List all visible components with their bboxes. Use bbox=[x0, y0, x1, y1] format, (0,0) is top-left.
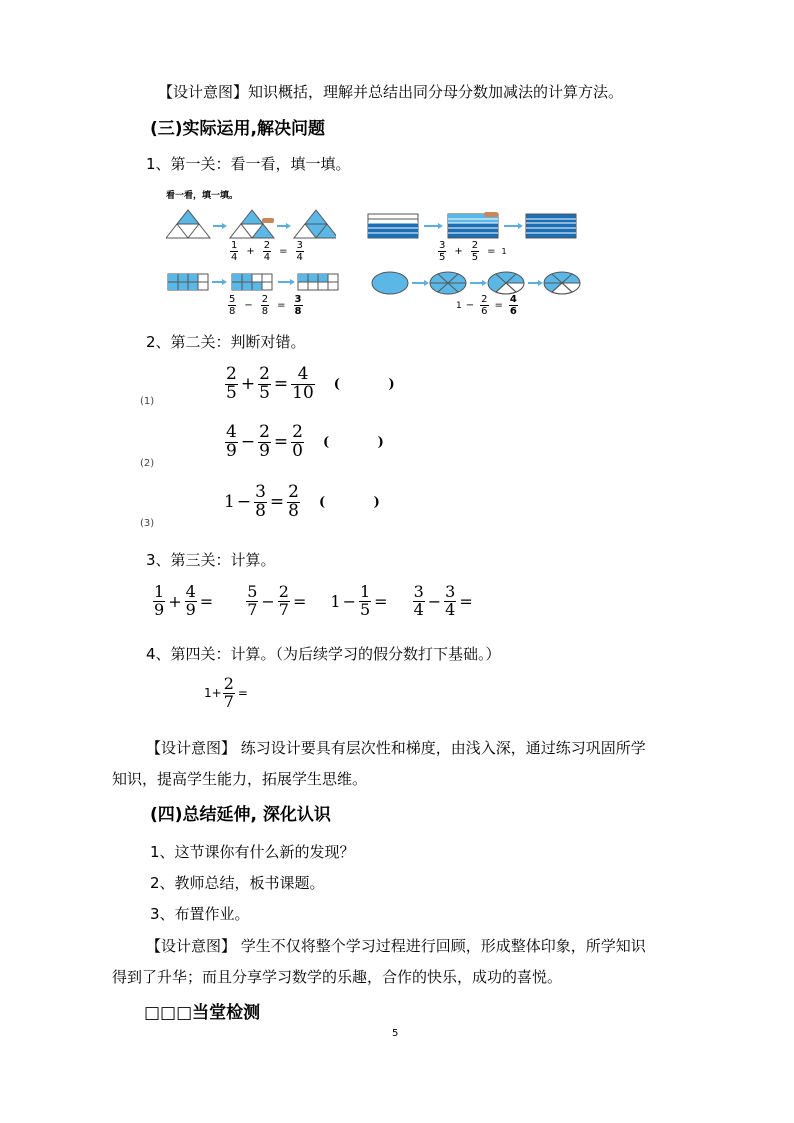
design-intent-2-line-2: 知识，提高学生能力，拓展学生思维。 bbox=[112, 770, 368, 788]
question-mark-2: (2) bbox=[140, 458, 155, 469]
hand-icon bbox=[262, 218, 274, 223]
calc-4-expression: 1+ $\frac{2}{7}$ = bbox=[204, 674, 248, 711]
judge-question-1: $\frac{2}{5}$ + $\frac{2}{5}$ = $\frac{4}{10}$ ( ) bbox=[226, 364, 417, 403]
answer-paren[interactable]: ( ) bbox=[333, 376, 417, 392]
figure-2-caption: 3 5 + $\frac{2}{5}$ = 1 bbox=[439, 240, 507, 263]
judge-question-2: $\frac{4}{9}$ − $\frac{2}{9}$ = $\frac{2}{0}$ ( ) bbox=[226, 422, 406, 461]
bar-pictures bbox=[366, 212, 578, 240]
hand-icon bbox=[484, 212, 498, 217]
bar-3 bbox=[526, 214, 576, 238]
section-4-item-1: 1、这节课你有什么新的发现？ bbox=[150, 843, 355, 861]
bar-2 bbox=[448, 212, 498, 238]
design-intent-1: 【设计意图】知识概括，理解并总结出同分母分数加减法的计算方法。 bbox=[158, 83, 624, 101]
question-mark-1: (1) bbox=[140, 396, 155, 407]
triangle-pictures bbox=[166, 204, 336, 240]
figure-1-caption: 1 4 + $\frac{2}{4}$ = $\frac{3}{4}$ bbox=[231, 240, 303, 263]
level-3-label: 3、第三关：计算。 bbox=[146, 551, 276, 569]
level-4-label: 4、第四关：计算。（为后续学习的假分数打下基础。） bbox=[146, 645, 501, 663]
page-number: 5 bbox=[392, 1028, 399, 1039]
grid-3 bbox=[298, 274, 338, 290]
answer-paren[interactable]: ( ) bbox=[322, 434, 406, 450]
judge-question-3: 1 − $\frac{3}{8}$ = $\frac{2}{8}$ ( ) bbox=[224, 482, 402, 521]
triangle-3 bbox=[294, 210, 336, 238]
figure-header: 看一看，填一填。 bbox=[166, 191, 239, 201]
calc-row: $\frac{1}{9}$ + $\frac{4}{9}$ = $\frac{5}{7}$ − $\frac{2}{7}$ = 1 − $\frac{1}{5}$ = $\frac{3}{4}$ − $\frac{3}{4}$ = bbox=[154, 582, 473, 619]
design-intent-2-line-1: 【设计意图】 练习设计要具有层次性和梯度，由浅入深，通过练习巩固所学 bbox=[146, 739, 646, 757]
section-4-heading: (四)总结延伸, 深化认识 bbox=[150, 805, 331, 825]
figure-3-caption: 5 8 − $\frac{2}{8}$ = $\frac{3}{8}$ bbox=[229, 294, 302, 317]
triangle-2 bbox=[230, 210, 274, 238]
section-5-heading: □□□当堂检测 bbox=[144, 1003, 261, 1023]
section-4-item-3: 3、布置作业。 bbox=[150, 905, 250, 923]
figure-4-caption: 1 − $\frac{2}{6}$ = $\frac{4}{6}$ bbox=[456, 294, 517, 317]
grid-1 bbox=[168, 274, 208, 290]
level-2-label: 2、第二关：判断对错。 bbox=[146, 333, 306, 351]
circle-pictures bbox=[370, 270, 582, 296]
answer-paren[interactable]: ( ) bbox=[318, 494, 402, 510]
circle-2 bbox=[430, 272, 466, 294]
question-mark-3: (3) bbox=[140, 518, 155, 529]
circle-4 bbox=[544, 272, 580, 294]
design-intent-3-line-1: 【设计意图】 学生不仅将整个学习过程进行回顾，形成整体印象，所学知识 bbox=[146, 937, 646, 955]
triangle-1 bbox=[166, 210, 210, 238]
circle-1 bbox=[372, 272, 408, 294]
level-1-label: 1、第一关：看一看，填一填。 bbox=[146, 155, 351, 173]
circle-3 bbox=[488, 272, 524, 294]
design-intent-3-line-2: 得到了升华；而且分享学习数学的乐趣，合作的快乐，成功的喜悦。 bbox=[112, 968, 563, 986]
bar-1 bbox=[368, 214, 418, 238]
section-3-heading: (三)实际运用,解决问题 bbox=[150, 119, 325, 139]
section-4-item-2: 2、教师总结，板书课题。 bbox=[150, 874, 325, 892]
grid-pictures bbox=[166, 272, 342, 292]
grid-2 bbox=[232, 274, 272, 290]
fraction-figure bbox=[166, 188, 586, 316]
